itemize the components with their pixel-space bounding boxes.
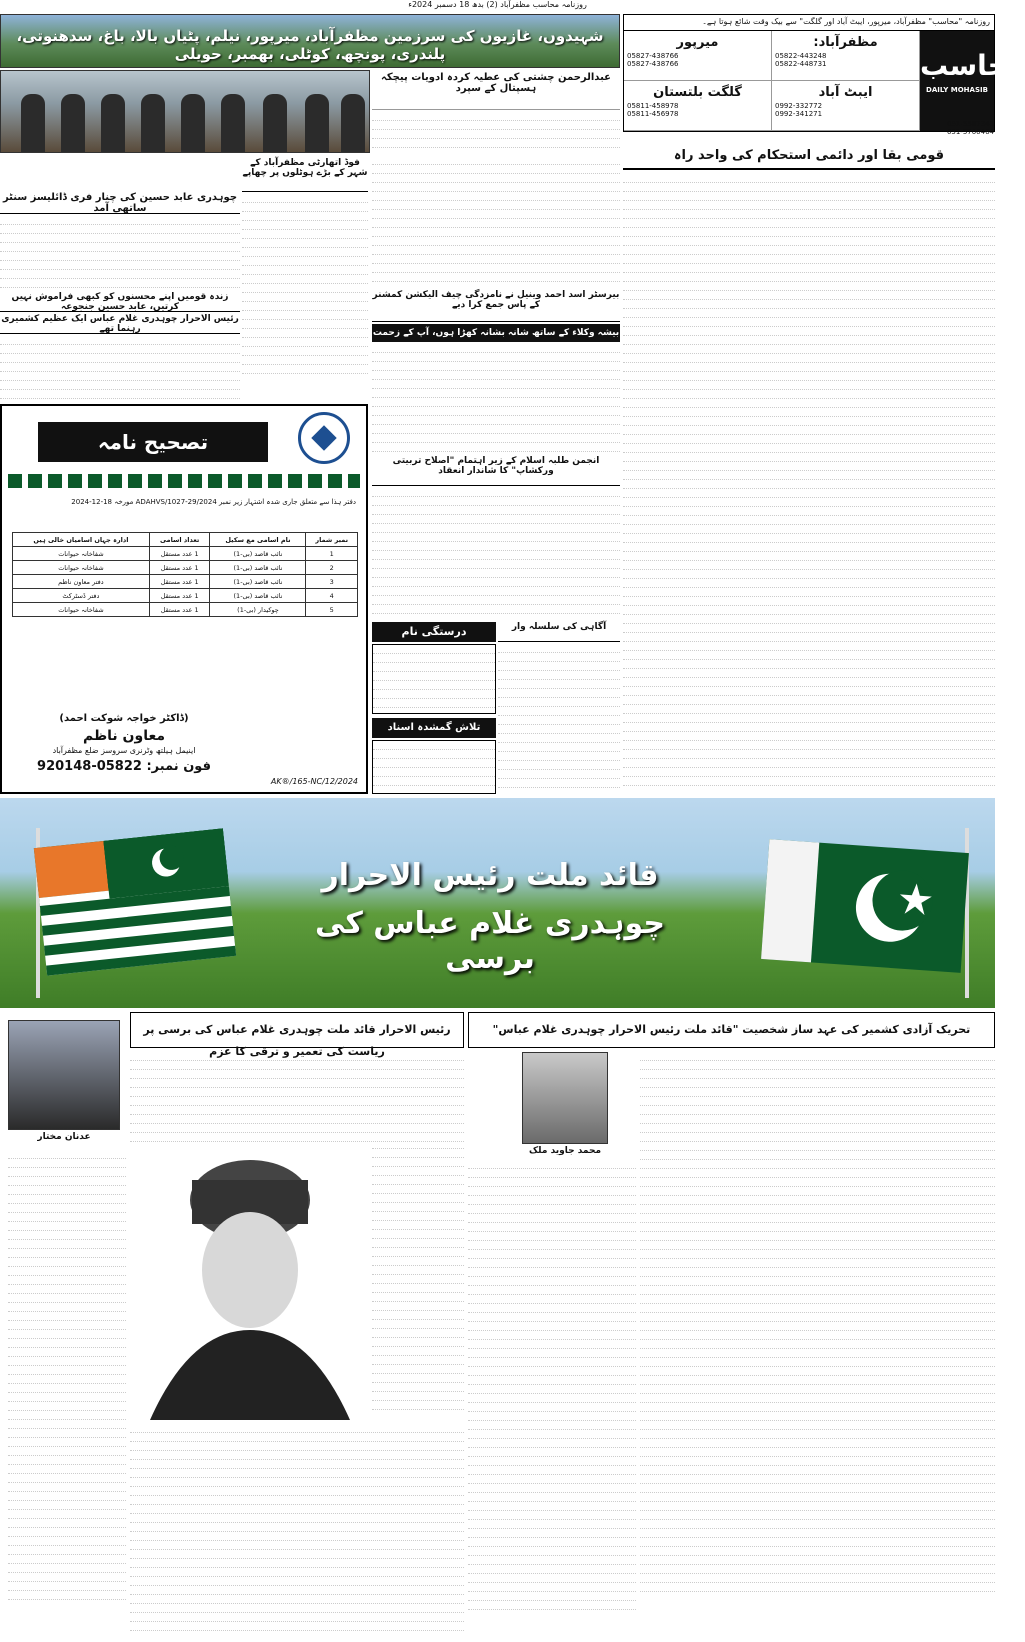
table-header: تعداد اسامی <box>149 533 210 547</box>
kashmir-flag-icon <box>34 828 236 975</box>
article-left-headline: رئیس الاحرار قائد ملت چوہدری غلام عباس کی برسی پر ریاست کی تعمیر و ترقی کا عزم <box>130 1012 464 1048</box>
notice-title: تصحیح نامہ <box>38 422 268 462</box>
table-cell: 1 عدد مستقل <box>149 603 210 617</box>
table-row <box>13 589 358 603</box>
food-authority-text <box>242 194 368 404</box>
city-name: گلگت بلتستان <box>653 85 742 100</box>
vacancy-table <box>12 532 358 617</box>
article-right-headline: تحریک آزادی کشمیر کی عہد ساز شخصیت "قائد ملت رئیس الاحرار چوہدری غلام عباس" <box>468 1012 995 1048</box>
author-photo-right <box>522 1052 608 1144</box>
photo-figure <box>341 94 365 152</box>
masthead <box>623 14 1025 132</box>
mid-story-text <box>372 344 620 452</box>
table-cell: شفاخانہ حیوانات <box>13 547 150 561</box>
city-cell <box>772 31 920 81</box>
author-photo-left <box>8 1020 120 1130</box>
table-cell: نائب قاصد (بی-1) <box>210 561 306 575</box>
masthead-contacts <box>624 31 920 131</box>
left-story-text <box>0 216 240 288</box>
newspaper-logo <box>920 31 1025 131</box>
city-name: ایبٹ آباد <box>818 85 873 100</box>
table-cell: چوکیدار (بی-1) <box>210 603 306 617</box>
photo-figure <box>305 94 329 152</box>
mid-headline-1: بیرسٹر اسد احمد وینیل نے نامزدگی چیف الیکشن کمشنر کے پاس جمع کرا دیے <box>372 290 620 322</box>
table-cell: 4 <box>306 589 358 603</box>
city-cell <box>772 81 920 131</box>
article-left-body-2 <box>8 1150 126 1640</box>
top-headline: عبدالرحمن چشتی کی عطیہ کردہ ادویات پیچکہ ہسپتال کے سپرد <box>372 70 620 110</box>
editorial-body <box>623 174 995 794</box>
signatory-name: (ڈاکٹر خواجہ شوکت احمد) <box>59 713 189 724</box>
left-story-text-2 <box>0 336 240 402</box>
fax-number: 05827-438766 <box>627 60 679 68</box>
photo-figure <box>101 94 125 152</box>
phone-number: 051-5587341 <box>946 120 994 128</box>
fax-number: 0992-341271 <box>775 110 823 118</box>
left-headline-4: رئیس الاحرار چوہدری غلام عباس ایک عظیم کشمیری رہنما تھے <box>1 314 239 334</box>
table-cell: دفتر معاون ناظم <box>13 575 150 589</box>
news-photo <box>0 70 370 153</box>
photo-figure <box>263 94 287 152</box>
awareness-title: آگاہی کی سلسلہ وار <box>498 622 620 642</box>
table-header: نام اسامی مع سکیل <box>210 533 306 547</box>
lost-docs-text <box>372 740 496 794</box>
article-right-body-2 <box>468 1160 636 1640</box>
photo-figure <box>181 94 205 152</box>
signatory-title: معاون ناظم <box>82 728 166 744</box>
table-row <box>13 603 358 617</box>
fax-number: 05822-448731 <box>775 60 827 68</box>
decorative-leaf-band <box>8 474 360 488</box>
editorial-title: قومی بقا اور دائمی استحکام کی واحد راہ <box>623 148 995 170</box>
left-headline: چوہدری عابد حسین کی چنار فری ڈائلیسز سنٹر ساتھی آمد <box>0 192 240 214</box>
supplement-title-2: چوہدری غلام عباس کی برسی <box>315 906 665 976</box>
crescent-star-icon <box>811 843 969 973</box>
middle-story-text <box>372 156 620 286</box>
pakistan-flag-icon <box>761 839 969 973</box>
banner-text: شہیدوں، غازیوں کی سرزمین مظفرآباد، میرپور، نیلم، پٹیاں بالا، باغ، سدھنوتی، پلندری، پونچھ، کوٹلی، بھمبر، حویلی <box>16 27 604 63</box>
mid-headline-2: بیشہ وکلاء کے ساتھ شانہ بشانہ کھڑا ہوں، آپ کے زحمت کے لئے حاضر ہوں <box>372 324 620 342</box>
logo-subtext: DAILY MOHASIB <box>926 86 988 94</box>
phone-number: 051-5700464 <box>946 128 994 136</box>
table-cell: 1 عدد مستقل <box>149 589 210 603</box>
anniversary-supplement-banner <box>0 798 995 1008</box>
phone-number: 0992-332772 <box>775 102 823 110</box>
table-row <box>13 561 358 575</box>
author-name-right: محمد جاوید ملک <box>510 1146 620 1156</box>
table-cell: 1 عدد مستقل <box>149 575 210 589</box>
table-header: نمبر شمار <box>306 533 358 547</box>
city-name: مظفرآباد: <box>813 35 878 50</box>
table-cell: 1 عدد مستقل <box>149 547 210 561</box>
signatory-department: اینیمل ہیلتھ وٹرنری سروسز ضلع مظفرآباد <box>52 746 196 755</box>
article-left-body-3 <box>130 1424 464 1640</box>
photo-figure <box>141 94 165 152</box>
city-cell <box>624 81 772 131</box>
article-left-side-text <box>372 1140 464 1420</box>
left-headline-3: زندہ قومیں اپنے محسنوں کو کبھی فراموش نہیں کرتیں، عابد حسین جنجوعہ <box>0 292 240 312</box>
correction-notice-advert <box>0 404 368 794</box>
table-cell: 1 عدد مستقل <box>149 561 210 575</box>
government-seal-icon <box>298 412 350 464</box>
correction-box-title: درستگی نام <box>372 622 496 642</box>
scenic-banner <box>0 14 620 68</box>
table-cell: نائب قاصد (بی-1) <box>210 575 306 589</box>
notice-ref-line: دفتر ہذا سے متعلق جاری شدہ اشتہار زیر نمبر 2024/ADAHVS/1027-29 مورخہ 18-12-2024 <box>71 498 356 506</box>
table-cell: 3 <box>306 575 358 589</box>
table-cell: دفتر ڈسٹرکٹ <box>13 589 150 603</box>
notice-signature <box>14 713 234 774</box>
city-name: میرپور <box>676 35 719 50</box>
author-name-left: عدنان مختار <box>8 1132 120 1142</box>
left-headline-2: فوڈ اتھارٹی مظفرآباد کے شہر کے بڑے ہوٹلوں پر چھاپے <box>242 158 368 192</box>
lost-docs-title: تلاش گمشدہ اسناد <box>372 718 496 738</box>
table-cell: شفاخانہ حیوانات <box>13 603 150 617</box>
phone-number: 05827-438766 <box>627 52 679 60</box>
table-cell: 2 <box>306 561 358 575</box>
notice-header <box>8 412 360 472</box>
table-row <box>13 575 358 589</box>
photo-figure <box>21 94 45 152</box>
top-story-text <box>372 112 620 152</box>
fax-number: 05811-456978 <box>627 110 679 118</box>
logo-text: محاسب <box>920 49 1025 82</box>
table-header: ادارہ جہاں اسامیاں خالی ہیں <box>13 533 150 547</box>
extra-phones <box>930 120 994 136</box>
dateline: روزنامہ محاسب مظفرآباد (2) بدھ 18 دسمبر 2024ء <box>408 0 587 9</box>
table-cell: نائب قاصد (بی-1) <box>210 589 306 603</box>
awareness-text <box>498 644 620 794</box>
table-cell: 5 <box>306 603 358 617</box>
photo-figure <box>221 94 245 152</box>
masthead-tagline: روزنامہ "محاسب" مظفرآباد، میرپور، ایبٹ آباد اور گلگت" سے بیک وقت شائع ہوتا ہے۔ <box>624 15 994 31</box>
article-right-body <box>640 1052 995 1640</box>
table-cell: نائب قاصد (بی-1) <box>210 547 306 561</box>
photo-figure <box>61 94 85 152</box>
contact-phone: فون نمبر: 05822-920148 <box>37 759 211 774</box>
table-header-row <box>13 533 358 547</box>
table-cell: 1 <box>306 547 358 561</box>
city-cell <box>624 31 772 81</box>
table-cell: شفاخانہ حیوانات <box>13 561 150 575</box>
phone-number: 05811-458978 <box>627 102 679 110</box>
phone-number: 05822-443248 <box>775 52 827 60</box>
mid-headline-3: انجمن طلبہ اسلام کے زیر اہتمام "اصلاح تربیتی ورکشاپ" کا شاندار انعقاد <box>372 456 620 486</box>
correction-box-text <box>372 644 496 714</box>
advert-ref-code: AK®/165-NC/12/2024 <box>270 777 358 786</box>
table-row <box>13 547 358 561</box>
supplement-title-1: قائد ملت رئیس الاحرار <box>321 858 659 893</box>
mid-story-text-2 <box>372 488 620 618</box>
chaudhry-ghulam-abbas-portrait <box>130 1140 370 1420</box>
article-left-body <box>130 1052 464 1142</box>
